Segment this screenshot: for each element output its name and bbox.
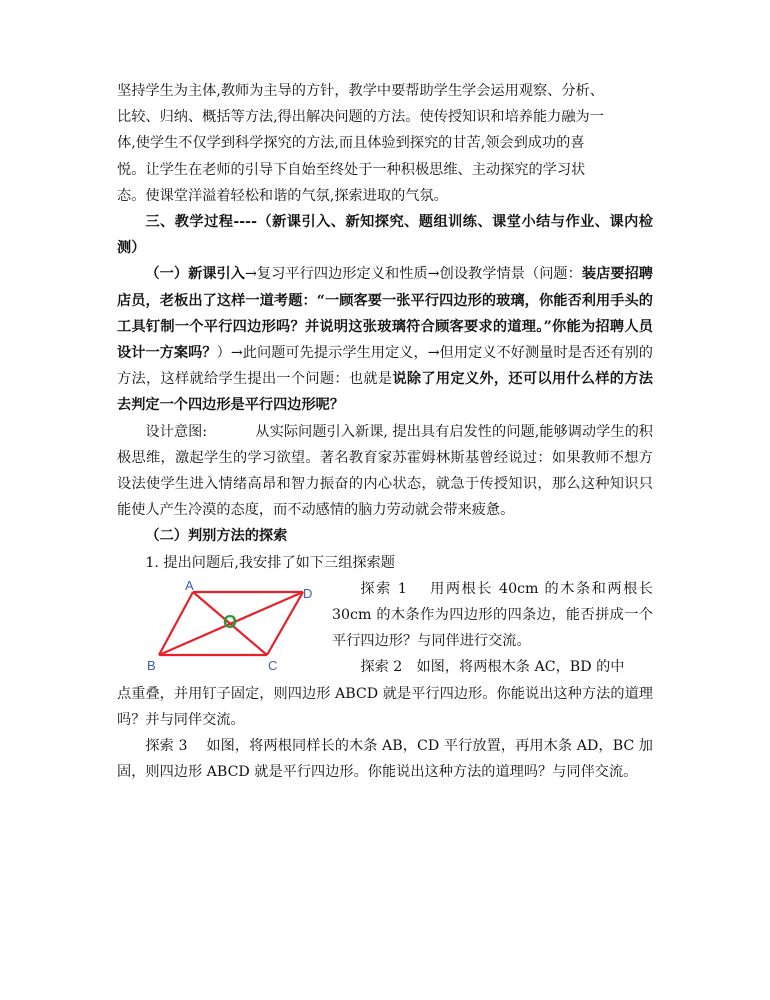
part1-hint: ）→此问题可先提示学生用定义，→但用定义不好测量时是否还有别的方法，这样就给学生提出一个问题：也就是 <box>117 345 653 388</box>
explore-2-start: 探索 2 如图，将两根木条 AC，BD 的中 <box>360 659 625 676</box>
intro-paragraph <box>117 78 653 209</box>
design-paragraph <box>117 419 653 524</box>
part1-question: 说除了用定义外，还可以用什么样的方法去判定一个四边形是平行四边形呢？ <box>117 371 653 414</box>
explore-figure-block <box>117 576 653 681</box>
part1-paragraph <box>117 261 653 418</box>
label-o: O <box>223 611 238 632</box>
label-b: B <box>147 657 156 673</box>
edge-dc <box>267 592 303 655</box>
part1-review: →复习平行四边形定义和性质→创设教学情景（问题： <box>245 266 582 283</box>
intro-line-2: 比较、归纳、概括等方法,得出解决问题的方法。使传授知识和培养能力融为一 <box>117 109 604 126</box>
intro-line-1: 坚持学生为主体,教师为主导的方针，教学中要帮助学生学会运用观察、分析、 <box>117 83 604 99</box>
edge-ba <box>159 592 193 655</box>
part1-title: （一）新课引入 <box>145 266 245 283</box>
label-c: C <box>268 657 278 673</box>
document-page <box>117 78 653 785</box>
intro-line-4: 悦。让学生在老师的引导下自始至终处于一种积极思维、主动探究的学习状 <box>117 161 586 178</box>
label-d: D <box>303 585 313 601</box>
design-text: 从实际问题引入新课, 提出具有启发性的问题,能够调动学生的积极思维，激起学生的学习欲望。著名教育家苏霍姆林斯基曾经说过：如果教师不想方设法使学生进入情绪高昂和智力振奋的内心状态，就急于传授知识，那么这种知识只能使人产生冷漠的态度，而不动感情的脑力劳动就会带来疲惫。 <box>117 423 653 519</box>
part1-problem: 装店要招聘店员，老板出了这样一道考题：“一顾客要一张平行四边形的玻璃，你能否利用手头的工具钉制一个平行四边形吗？并说明这张玻璃符合顾客要求的道理。”你能为招聘人员设计一方案吗？ <box>117 266 653 362</box>
explore-3: 探索 3 如图，将两根同样长的木条 AB，CD 平行放置，再用木条 AD，BC 加固，则四边形 ABCD 就是平行四边形。你能说出这种方法的道理吗？与同伴交流。 <box>117 738 653 781</box>
part2-item1: 1. 提出问题后,我安排了如下三组探索题 <box>145 554 395 571</box>
design-label: 设计意图: <box>145 423 208 440</box>
explore-2-rest: 点重叠，并用钉子固定，则四边形 ABCD 就是平行四边形。你能说出这种方法的道理吗？并与同伴交流。 <box>117 685 653 728</box>
label-a: A <box>185 577 194 593</box>
part2-heading: （二）判别方法的探索 <box>145 528 288 545</box>
parallelogram-figure <box>143 577 313 682</box>
intro-line-5: 态。使课堂洋溢着轻松和谐的气氛,探索进取的气氛。 <box>117 187 448 204</box>
intro-line-3: 体,使学生不仅学到科学探究的方法,而且体验到探究的甘苦,领会到成功的喜 <box>117 135 585 152</box>
explore-1: 探索 1 用两根长 40cm 的木条和两根长 30cm 的木条作为四边形的四条边，能否拼成一个平行四边形？与同伴进行交流。 <box>332 580 653 650</box>
section3-heading: 三、教学过程----（新课引入、新知探究、题组训练、课堂小结与作业、课内检测） <box>117 214 653 257</box>
